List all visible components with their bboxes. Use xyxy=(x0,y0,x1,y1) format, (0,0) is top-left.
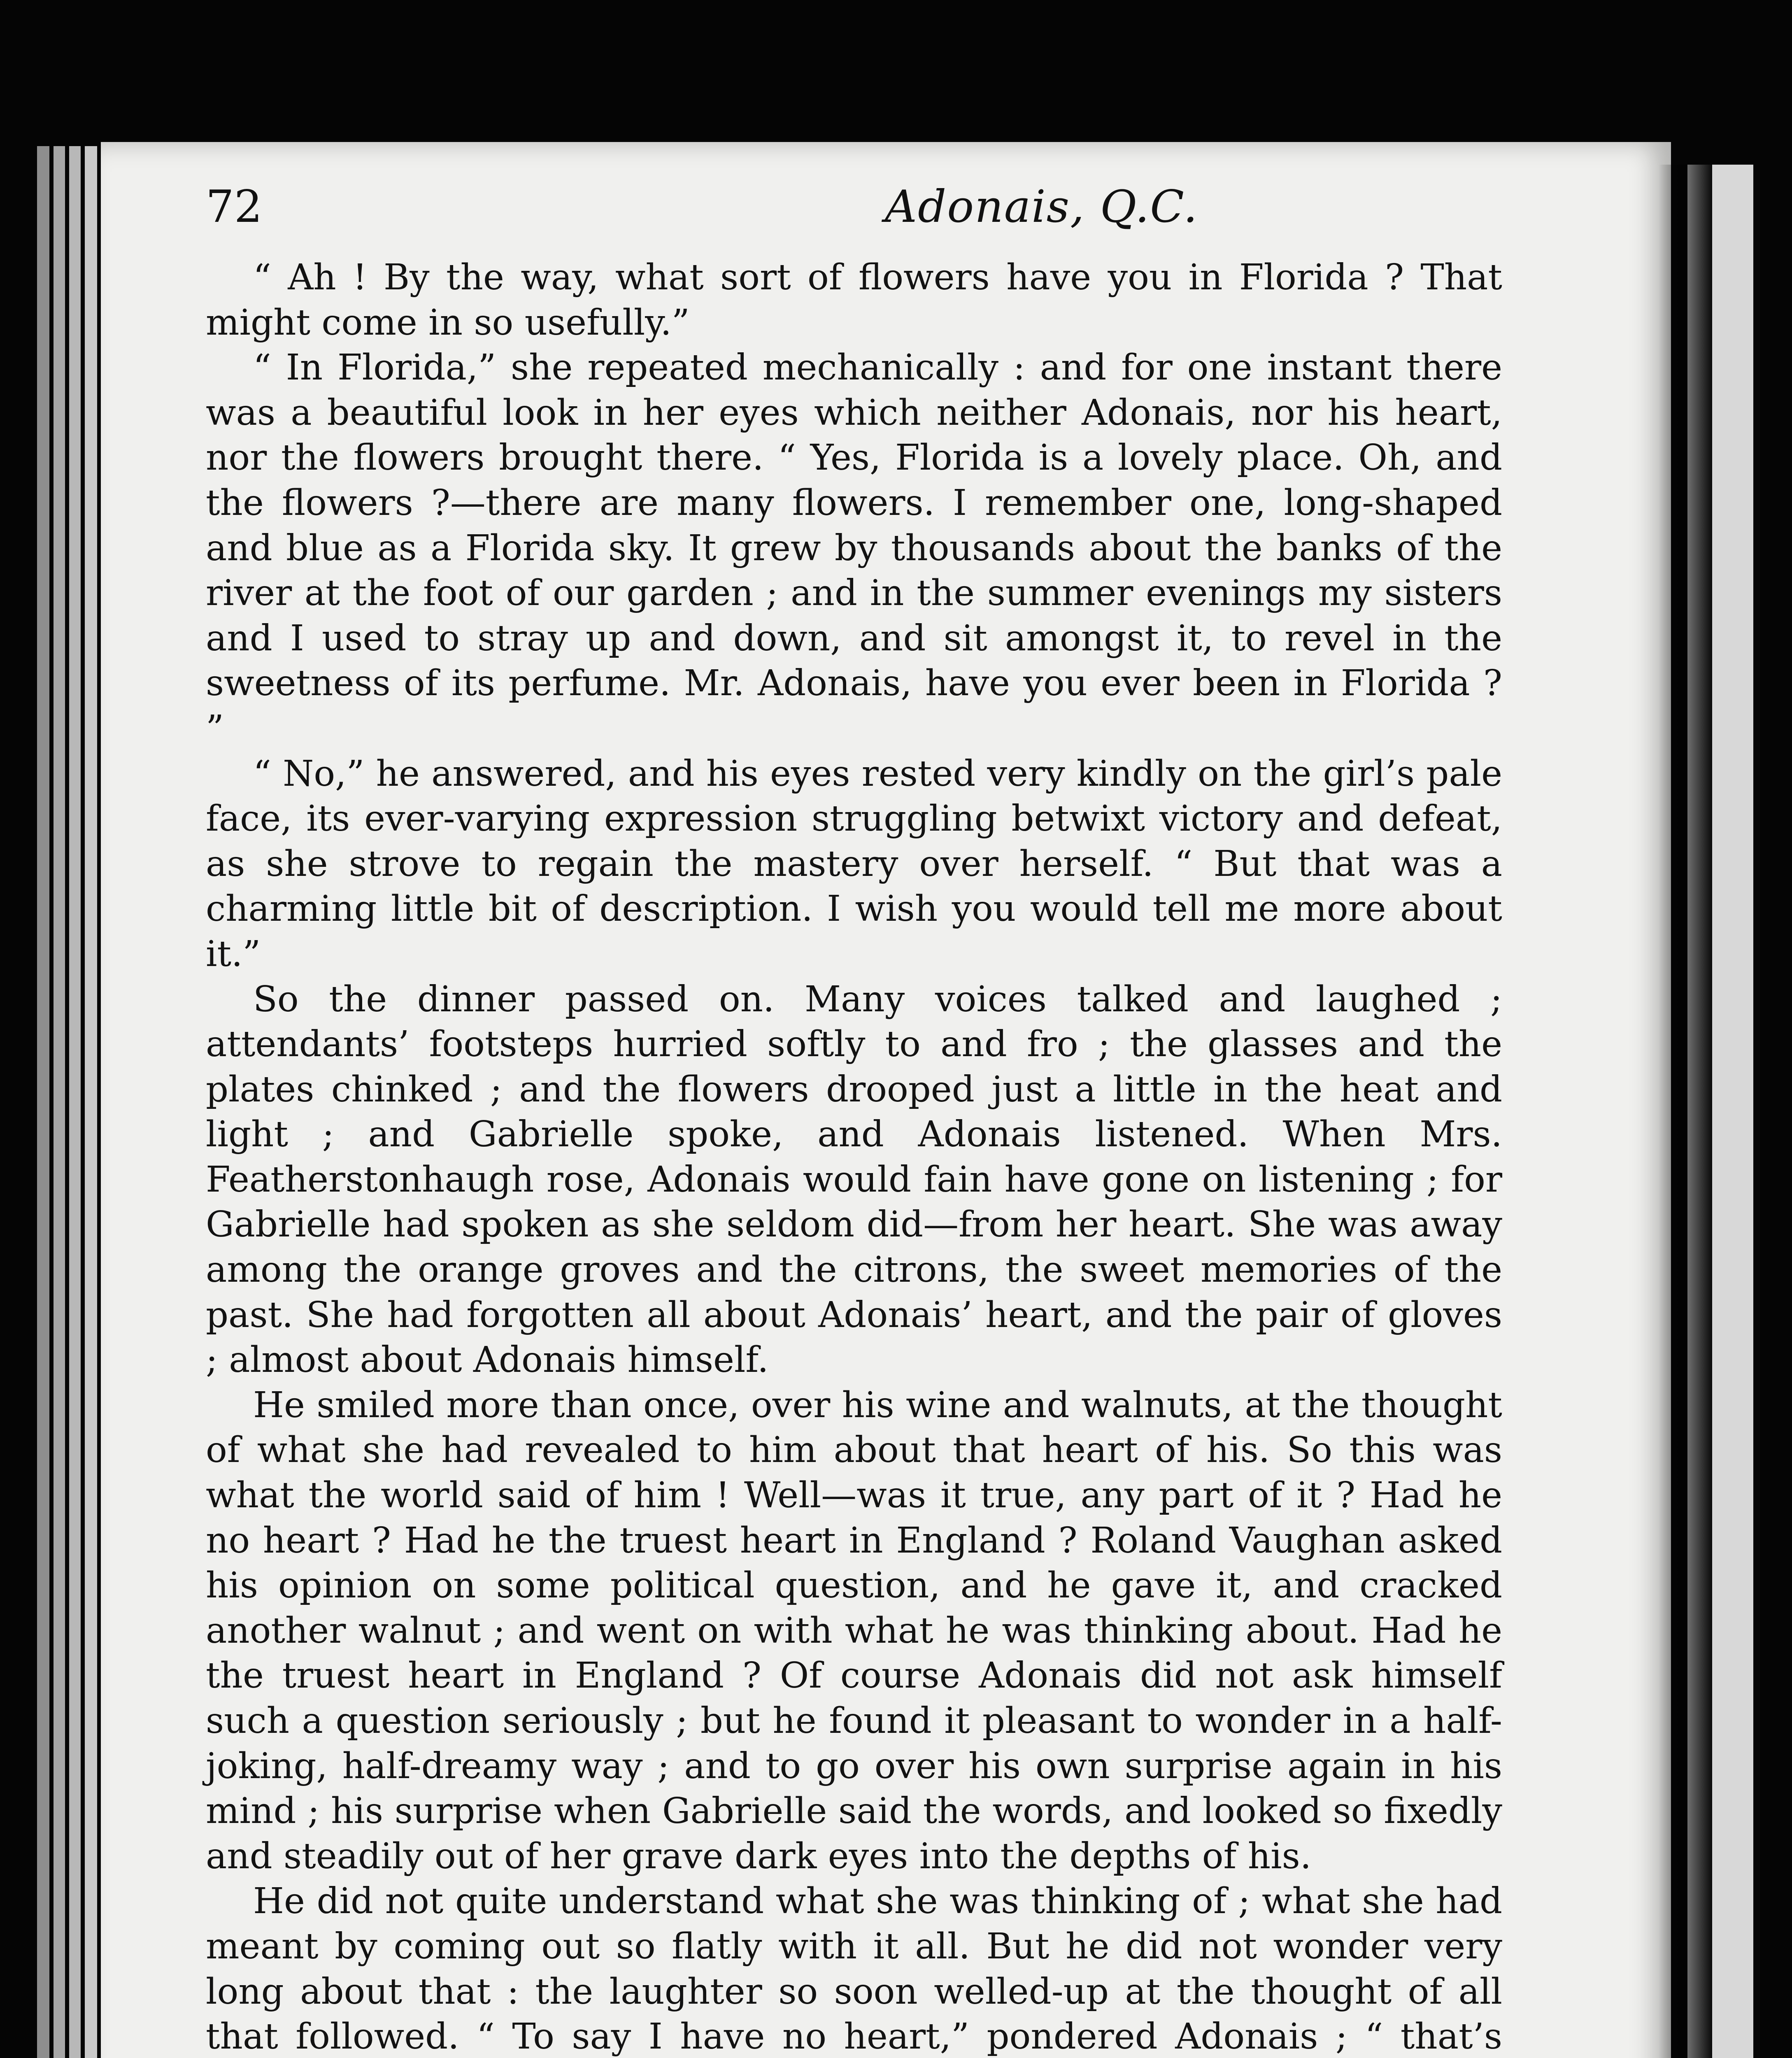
gutter-shadow xyxy=(1659,165,1712,2058)
running-header xyxy=(206,181,1502,251)
paragraph: “ No,” he answered, and his eyes rested very kindly on the girl’s pale face, its ever-varying expression struggling betwixt victory and defeat, as she strove to regain the mastery over herself. “ But that was a charming little bit of description. I wish you would tell me more about it.” xyxy=(206,753,1502,975)
page-edge xyxy=(54,146,65,2058)
paragraph: So the dinner passed on. Many voices talked and laughed ; attendants’ footsteps hurried softly to and fro ; the glasses and the plates chinked ; and the flowers drooped just a little in the heat and light ; and Gabrielle spoke, and Adonais listened. When Mrs. Featherstonhaugh rose, Adonais would fain have gone on listening ; for Gabrielle had spoken as she seldom did—from her heart. She was away among the orange groves and the citrons, the sweet memories of the past. She had forgotten all about Adonais’ heart, and the pair of gloves ; almost about Adonais himself. xyxy=(206,978,1502,1381)
running-title: Adonais, Q.C. xyxy=(885,181,1199,233)
page-edge xyxy=(85,146,97,2058)
page-edge xyxy=(69,146,81,2058)
paragraph: He smiled more than once, over his wine and walnuts, at the thought of what she had revealed to him about that heart of his. So this was what the world said of him ! Well—was it true, any part of it ? Had he no heart ? Had he the truest heart in England ? Roland Vaughan asked his opinion on some political question, and he gave it, and cracked another walnut ; and went on with what he was thinking about. Had he the truest heart in England ? Of course Adonais did not ask himself such a question seriously ; but he found it pleasant to wonder in a half-joking, half-dreamy way ; and to go over his own surprise again in his mind ; his surprise when Gabrielle said the words, and looked so fixedly and steadily out of her grave dark eyes into the depths of his. xyxy=(206,1384,1502,1877)
paragraph: He did not quite understand what she was thinking of ; what she had meant by coming out so flatly with it all. But he did not wonder very long about that : the laughter so soon welled-up at the thought of all that followed. “ To say I have no heart,” pondered Adonais ; “ that’s xyxy=(206,1881,1502,2058)
page-number: 72 xyxy=(206,181,263,233)
page-edge xyxy=(37,146,49,2058)
paragraph: “ In Florida,” she repeated mechanically : and for one instant there was a beautiful look in her eyes which neither Adonais, nor his heart, nor the flowers brought there. “ Yes, Florida is a lovely place. Oh, and the flowers ?—there are many flowers. I remember one, long-shaped and blue as a Florida sky. It grew by thousands about the banks of the river at the foot of our garden ; and in the summer evenings my sisters and I used to stray up and down, and sit amongst it, to revel in the sweetness of its perfume. Mr. Adonais, have you ever been in Florida ? ” xyxy=(206,347,1502,749)
paragraph: “ Ah ! By the way, what sort of flowers have you in Florida ? That might come in so usefully.” xyxy=(206,257,1502,343)
body-text xyxy=(206,255,1502,2058)
